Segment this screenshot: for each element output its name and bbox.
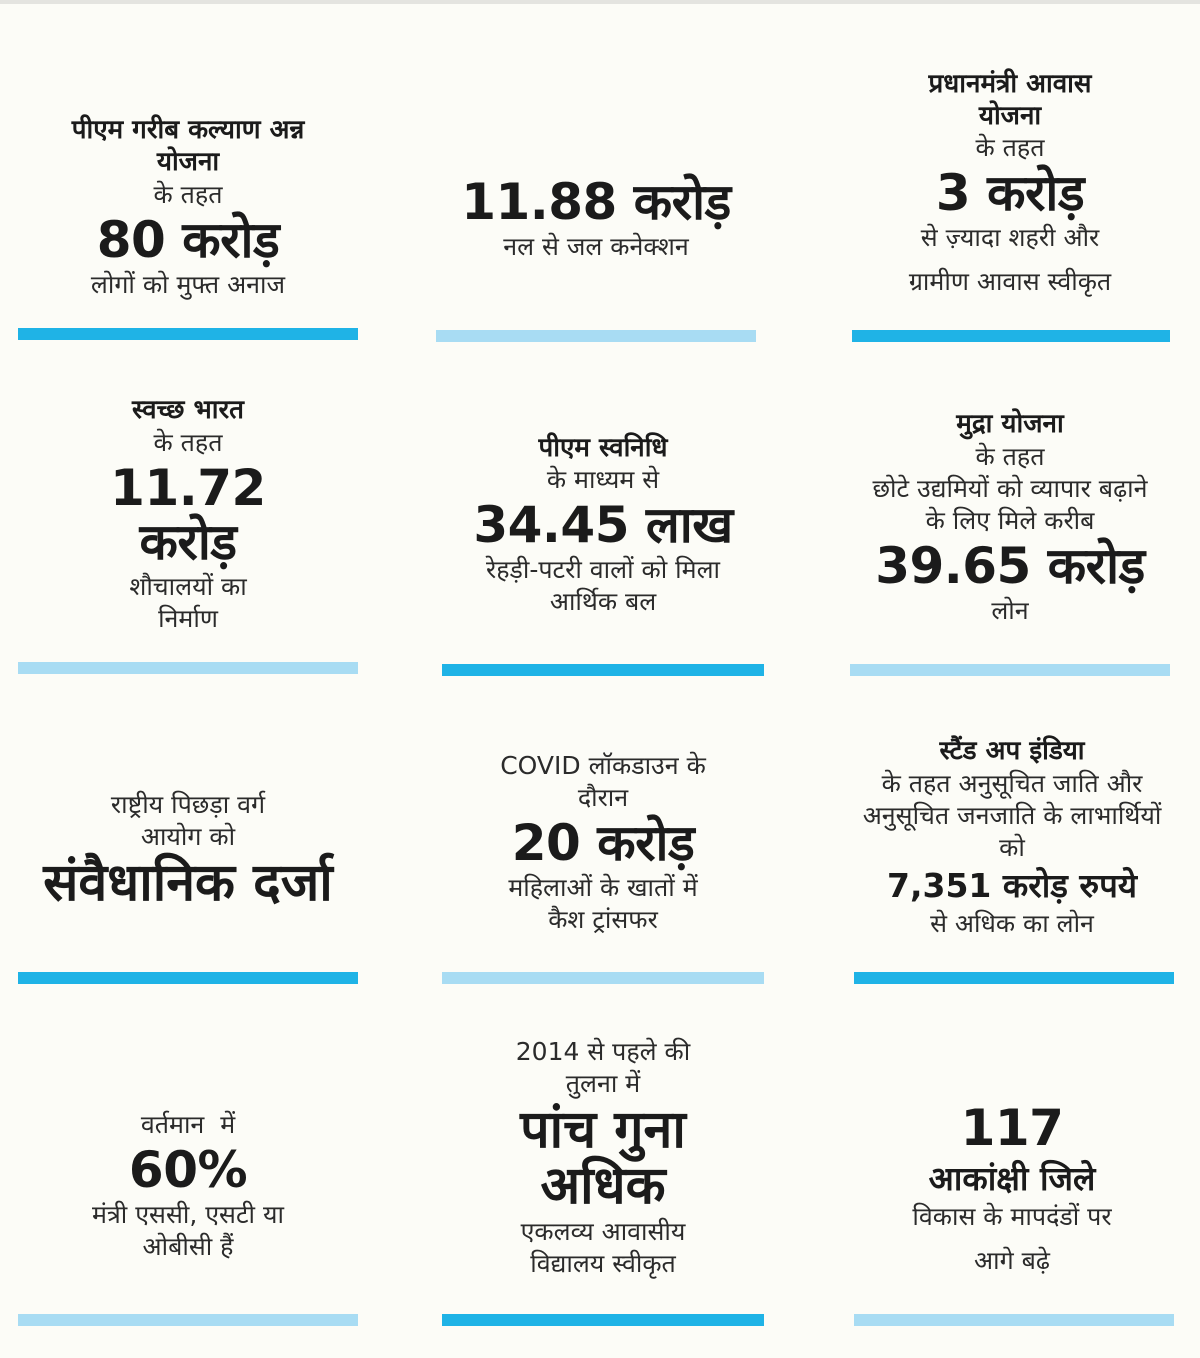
- card-subtitle: के तहत: [153, 427, 223, 457]
- divider-bar: [18, 662, 358, 674]
- card-value: 7,351 करोड़ रुपये: [886, 866, 1138, 906]
- card-value: 39.65 करोड़: [875, 536, 1145, 595]
- card-value: 11.88 करोड़: [461, 173, 731, 231]
- card-subtitle: राष्ट्रीय पिछड़ा वर्ग आयोग को: [110, 789, 266, 851]
- card-subtitle: छोटे उद्यमियों को व्यापार बढ़ाने के लिए मिले करीब: [872, 473, 1148, 535]
- card-label: आकांक्षी जिले: [928, 1159, 1096, 1199]
- divider-bar: [18, 972, 358, 984]
- card-eklavya-vidyalaya: [442, 1013, 764, 1303]
- card-value: करोड़: [139, 512, 237, 571]
- card-value: संवैधानिक दर्जा: [43, 852, 333, 913]
- divider-bar: [854, 1314, 1174, 1326]
- card-pm-svanidhi: [442, 418, 764, 633]
- divider-bar: [442, 664, 764, 676]
- card-subtitle: COVID लॉकडाउन के दौरान: [500, 750, 706, 812]
- divider-bar: [442, 1314, 764, 1326]
- divider-bar: [18, 328, 358, 340]
- card-description: लोगों को मुफ्त अनाज: [90, 269, 286, 299]
- card-description: ग्रामीण आवास स्वीकृत: [908, 267, 1112, 297]
- card-aakanshi-jile: [852, 1083, 1172, 1293]
- card-subtitle: के माध्यम से: [546, 465, 660, 495]
- card-description: एकलव्य आवासीय विद्यालय स्वीकृत: [520, 1217, 686, 1279]
- card-subtitle: 2014 से पहले की तुलना में: [515, 1036, 691, 1098]
- card-description: आगे बढ़े: [974, 1245, 1050, 1275]
- card-value: 3 करोड़: [935, 164, 1085, 223]
- card-description: लोन: [991, 595, 1029, 625]
- card-subtitle: के तहत: [975, 441, 1045, 471]
- card-value: 20 करोड़: [511, 813, 695, 872]
- divider-bar: [18, 1314, 358, 1326]
- card-pichhda-varg: [18, 746, 358, 956]
- card-label: प्रधानमंत्री आवास योजना: [928, 68, 1092, 131]
- card-anna-yojana: [18, 93, 358, 323]
- divider-bar: [442, 972, 764, 984]
- card-value: 60%: [128, 1140, 248, 1199]
- card-description: शौचालयों का निर्माण: [129, 571, 247, 633]
- divider-bar: [436, 330, 756, 342]
- card-value: 34.45 लाख: [473, 496, 733, 555]
- card-awas-yojana: [850, 46, 1170, 321]
- card-nal-se-jal: [436, 158, 756, 278]
- card-mantri-60-percent: [18, 1093, 358, 1278]
- card-value: 117: [960, 1099, 1064, 1158]
- card-swachh-bharat: [18, 370, 358, 660]
- card-label: स्टैंड अप इंडिया: [939, 736, 1085, 767]
- card-description: नल से जल कनेक्शन: [503, 232, 689, 261]
- card-label: स्वच्छ भारत: [132, 395, 244, 426]
- card-stand-up-india: [852, 718, 1172, 958]
- card-description: विकास के मापदंडों पर: [912, 1201, 1112, 1231]
- divider-bar: [852, 330, 1170, 342]
- card-value: 80 करोड़: [96, 210, 280, 269]
- card-subtitle: वर्तमान में: [140, 1109, 236, 1139]
- card-label: पीएम स्वनिधि: [538, 432, 668, 463]
- card-value: पांच गुना अधिक: [520, 1099, 686, 1216]
- card-description: से अधिक का लोन: [930, 908, 1094, 938]
- card-subtitle: के तहत: [153, 179, 223, 209]
- card-description: महिलाओं के खातों में कैश ट्रांसफर: [508, 872, 698, 934]
- card-subtitle: के तहत: [975, 133, 1045, 163]
- card-covid-cash-transfer: [442, 730, 764, 955]
- card-description: से ज़्यादा शहरी और: [920, 223, 1100, 253]
- divider-bar: [854, 972, 1174, 984]
- card-label: पीएम गरीब कल्याण अन्न योजना: [71, 115, 305, 177]
- card-subtitle: के तहत अनुसूचित जाति और अनुसूचित जनजाति के लाभार्थियों को: [862, 769, 1162, 863]
- card-label: मुद्रा योजना: [956, 409, 1064, 440]
- divider-bar: [850, 664, 1170, 676]
- card-mudra-yojana: [850, 388, 1170, 648]
- card-description: मंत्री एससी, एसटी या ओबीसी हैं: [92, 1199, 284, 1261]
- infographic-grid: [0, 8, 1200, 1353]
- card-description: रेहड़ी-पटरी वालों को मिला आर्थिक बल: [485, 555, 721, 617]
- card-value: 11.72: [110, 458, 266, 517]
- top-rule: [0, 0, 1200, 4]
